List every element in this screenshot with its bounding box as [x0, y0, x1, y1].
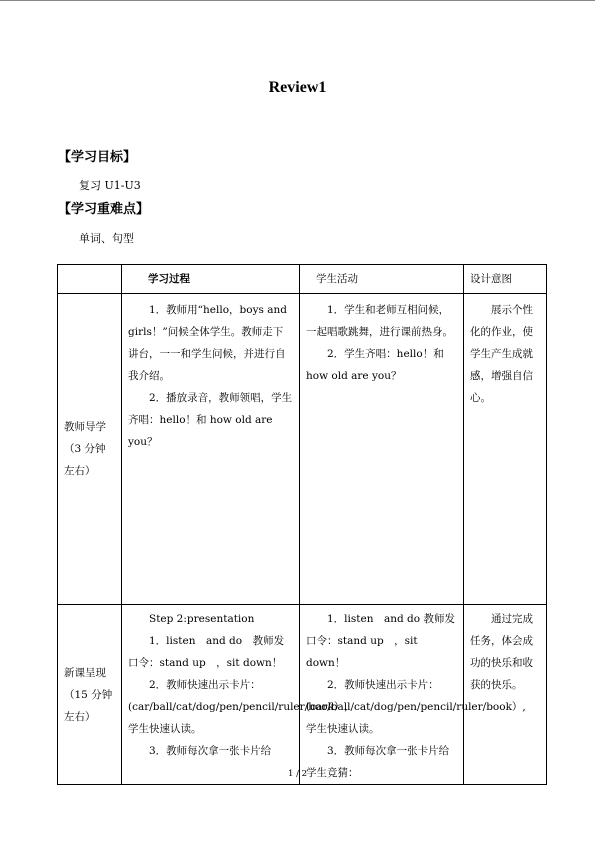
process-cell — [122, 605, 348, 785]
key-points-content: 单词、句型 — [79, 232, 134, 245]
page-number: 1 / 2 — [287, 769, 308, 779]
table-row — [58, 294, 547, 605]
document-title: Review1 — [268, 79, 327, 96]
activity-paragraph: 3．教师每次拿一张卡片给学生竞猜： — [306, 745, 450, 779]
activity-paragraph: 2．教师快速出示卡片：(car/ball/cat/dog/pen/pencil/ruler/book）,学生快速认读。 — [306, 679, 526, 735]
intent-paragraph: 通过完成任务，体会成功的快乐和收获的快乐。 — [470, 613, 533, 691]
activity-paragraph: 1．listen and do 教师发口令：stand up ，sit down！ — [306, 613, 455, 669]
process-paragraph: 3．教师每次拿一张卡片给 — [149, 745, 272, 757]
process-paragraph: 2．播放录音，教师领唱，学生齐唱：hello！和 how old are you？ — [128, 392, 293, 448]
intent-paragraph: 展示个性化的作业，使学生产生成就感，增强自信心。 — [470, 304, 533, 404]
stage-line: 新课呈现 — [64, 666, 106, 679]
lesson-plan-table — [57, 264, 547, 785]
objectives-content: 复习 U1-U3 — [79, 179, 141, 192]
activity-cell — [300, 294, 464, 605]
intent-cell — [464, 294, 547, 605]
table-header-row — [58, 265, 547, 294]
stage-cell — [58, 294, 122, 605]
stage-line: 教师导学 — [64, 421, 106, 433]
activity-paragraph: 2．学生齐唱：hello！和 how old are you？ — [306, 348, 444, 382]
stage-line: 左右） — [64, 465, 96, 477]
objectives-heading: 【学习目标】 — [58, 150, 137, 165]
table-row — [58, 605, 547, 785]
header-cell-intent: 设计意图 — [464, 265, 547, 294]
header-cell-stage — [58, 265, 122, 294]
stage-line: （3 分钟 — [64, 443, 106, 455]
key-points-heading: 【学习重难点】 — [58, 202, 150, 217]
process-paragraph: 2．教师快速出示卡片：(car/ball/cat/dog/pen/pencil/ruler/book）,学生快速认读。 — [128, 679, 348, 735]
header-cell-process: 学习过程 — [122, 265, 300, 294]
process-cell — [122, 294, 300, 605]
process-paragraph: 1．listen and do 教师发口令：stand up ，sit down！ — [128, 635, 285, 669]
stage-line: （15 分钟 — [64, 688, 113, 701]
activity-paragraph: 1．学生和老师互相问候，一起唱歌跳舞，进行课前热身。 — [306, 304, 453, 338]
stage-line: 左右） — [64, 710, 96, 723]
process-paragraph: 1．教师用“hello，boys and girls！”问候全体学生。教师走下讲台，一一和学生问候，并进行自我介绍。 — [128, 304, 288, 382]
stage-cell — [58, 605, 122, 785]
page-top-rule — [0, 0, 595, 1]
process-paragraph: Step 2:presentation — [149, 613, 255, 625]
intent-cell — [464, 605, 547, 785]
header-cell-activity: 学生活动 — [300, 265, 464, 294]
